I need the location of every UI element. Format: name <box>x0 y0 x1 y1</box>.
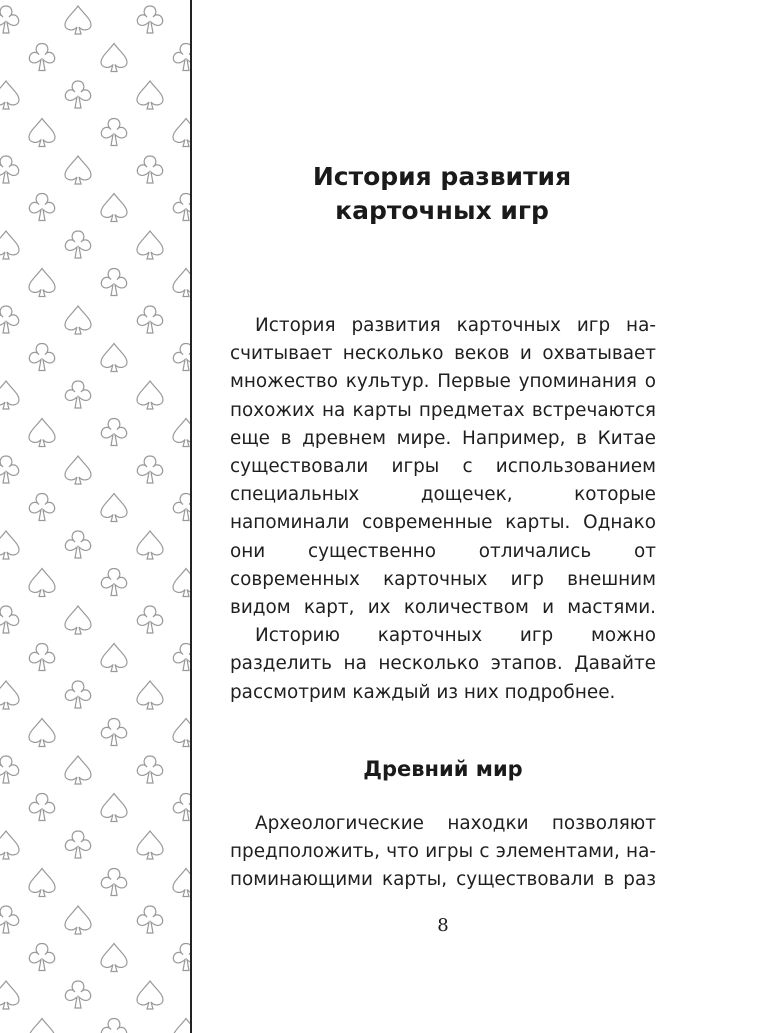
spade-icon <box>137 81 163 109</box>
spade-icon <box>29 1019 55 1033</box>
spade-icon <box>65 6 91 34</box>
club-icon <box>29 44 54 71</box>
club-icon <box>29 644 54 671</box>
spade-icon <box>173 1019 190 1033</box>
spade-icon <box>65 306 91 334</box>
spade-icon <box>65 606 91 634</box>
club-icon <box>0 306 19 333</box>
spade-icon <box>101 194 127 222</box>
spade-icon <box>137 531 163 559</box>
intro-paragraph-2: Историю карточных игр можно разделить на несколько этапов. Давайте рассмотрим каждый из них подробнее. <box>230 625 656 703</box>
club-icon <box>101 569 126 596</box>
club-icon <box>65 681 90 708</box>
club-icon <box>137 456 162 483</box>
spade-icon <box>101 44 127 72</box>
spade-icon <box>173 569 190 597</box>
spade-icon <box>137 681 163 709</box>
spade-icon <box>137 981 163 1009</box>
spade-icon <box>29 719 55 747</box>
club-icon <box>137 6 162 33</box>
spade-icon <box>173 869 190 897</box>
club-icon <box>173 944 190 971</box>
club-icon <box>173 344 190 371</box>
club-icon <box>101 869 126 896</box>
club-icon <box>173 194 190 221</box>
club-icon <box>137 606 162 633</box>
spade-icon <box>0 681 19 709</box>
card-suit-pattern-svg <box>0 0 190 1033</box>
spade-icon <box>29 269 55 297</box>
pattern-divider <box>190 0 192 1033</box>
spade-icon <box>65 906 91 934</box>
spade-icon <box>29 869 55 897</box>
club-icon <box>0 756 19 783</box>
spade-icon <box>173 269 190 297</box>
club-icon <box>65 81 90 108</box>
club-icon <box>173 44 190 71</box>
club-icon <box>0 606 19 633</box>
spade-icon <box>29 119 55 147</box>
section-text <box>230 810 656 895</box>
club-icon <box>0 156 19 183</box>
spade-icon <box>0 831 19 859</box>
club-icon <box>65 531 90 558</box>
club-icon <box>29 494 54 521</box>
club-icon <box>137 306 162 333</box>
spade-icon <box>0 231 19 259</box>
club-icon <box>137 156 162 183</box>
spade-icon <box>0 531 19 559</box>
club-icon <box>0 6 19 33</box>
club-icon <box>173 794 190 821</box>
club-icon <box>65 231 90 258</box>
spade-icon <box>137 831 163 859</box>
club-icon <box>65 831 90 858</box>
spade-icon <box>101 794 127 822</box>
spade-icon <box>29 569 55 597</box>
spade-icon <box>173 719 190 747</box>
club-icon <box>101 269 126 296</box>
intro-text <box>230 312 656 707</box>
club-icon <box>137 906 162 933</box>
card-suit-pattern <box>0 0 190 1033</box>
club-icon <box>173 644 190 671</box>
club-icon <box>173 494 190 521</box>
club-icon <box>65 981 90 1008</box>
page-number: 8 <box>437 915 449 936</box>
club-icon <box>0 906 19 933</box>
spade-icon <box>65 156 91 184</box>
club-icon <box>137 756 162 783</box>
spade-icon <box>29 419 55 447</box>
section-paragraph-1: Археологические находки позволяют предположить, что игры с элементами, напоминающими карты, существовали в раз <box>230 813 656 891</box>
spade-icon <box>101 644 127 672</box>
club-icon <box>101 419 126 446</box>
spade-icon <box>0 381 19 409</box>
page-title: История развития карточных игр <box>312 162 572 225</box>
club-icon <box>29 794 54 821</box>
spade-icon <box>101 344 127 372</box>
spade-icon <box>101 494 127 522</box>
club-icon <box>29 194 54 221</box>
club-icon <box>29 944 54 971</box>
spade-icon <box>65 456 91 484</box>
club-icon <box>29 344 54 371</box>
spade-icon <box>173 119 190 147</box>
club-icon <box>0 456 19 483</box>
club-icon <box>65 381 90 408</box>
intro-paragraph-1: История развития карточных игр насчитывает несколько веков и охватывает множество культур. Первые упоминания о похожих на карты предметах встречаются еще в древнем мире. Например, в Китае существовали игры с использованием специальных дощечек, которые напоминали современные карты. Однако они существенно отличались от современных карточных игр внешним видом карт, их количеством и мастями. <box>230 315 656 619</box>
club-icon <box>101 119 126 146</box>
club-icon <box>101 719 126 746</box>
spade-icon <box>65 756 91 784</box>
club-icon <box>101 1019 126 1033</box>
section-title: Древний мир <box>363 757 523 781</box>
spade-icon <box>101 944 127 972</box>
spade-icon <box>0 981 19 1009</box>
spade-icon <box>137 231 163 259</box>
spade-icon <box>0 81 19 109</box>
spade-icon <box>173 419 190 447</box>
spade-icon <box>137 381 163 409</box>
